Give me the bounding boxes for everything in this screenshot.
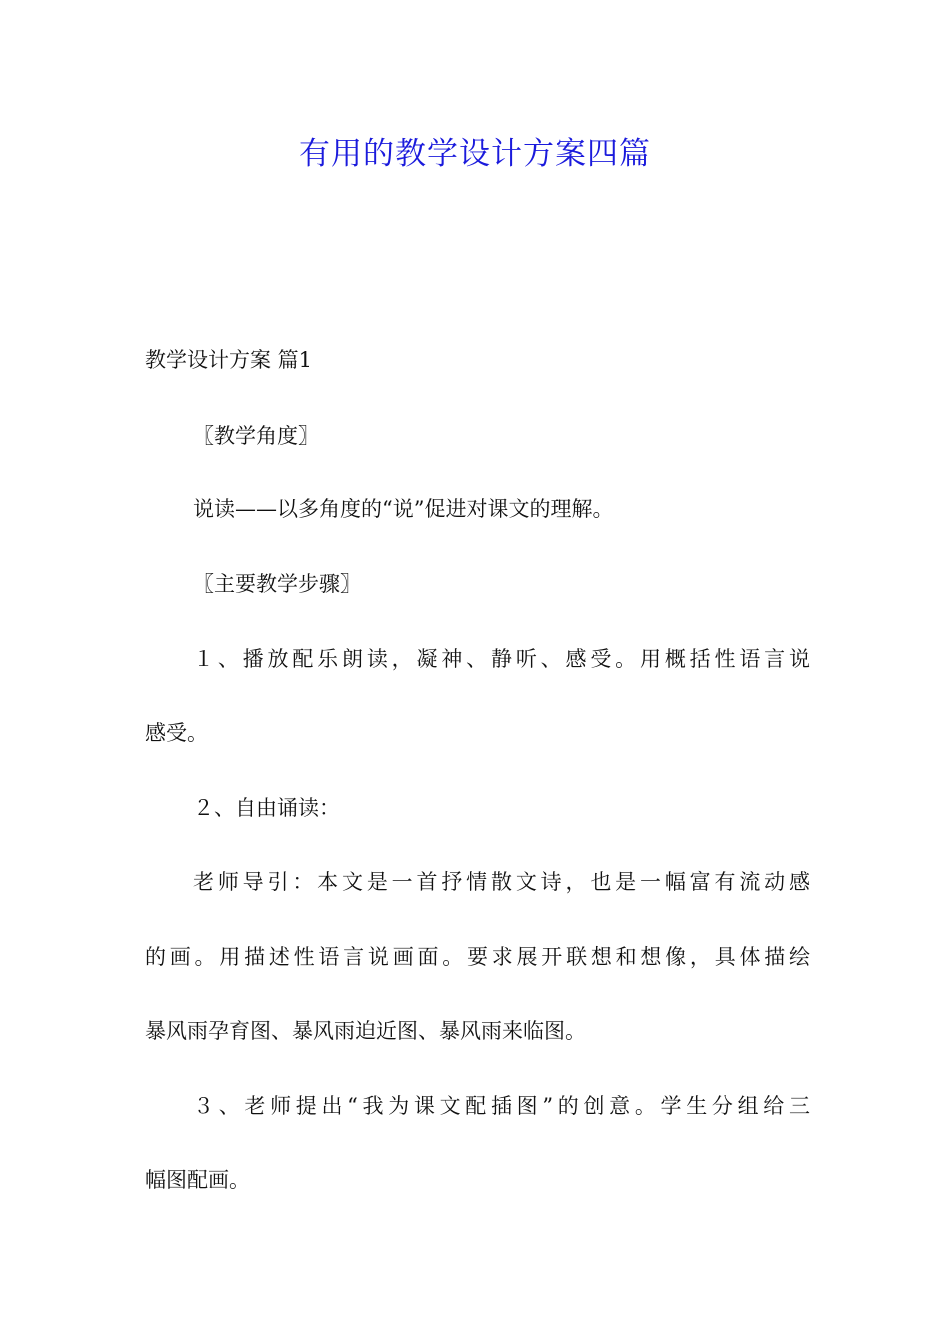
paragraph-step3-line2: 幅图配画。 [145, 1168, 250, 1192]
paragraph-teaching-angle: 说读——以多角度的“说”促进对课文的理解。 [193, 497, 614, 521]
paragraph-step2: ２、自由诵读： [193, 796, 340, 820]
paragraph-teacher-guide-line1: 老师导引：本文是一首抒情散文诗，也是一幅富有流动感 [193, 870, 810, 894]
subheading-teaching-angle: 〖教学角度〗 [193, 424, 319, 448]
section-heading: 教学设计方案 篇1 [145, 348, 313, 372]
paragraph-teacher-guide-line2: 的画。用描述性语言说画面。要求展开联想和想像，具体描绘 [145, 945, 810, 969]
subheading-main-steps: 〖主要教学步骤〗 [193, 572, 361, 596]
paragraph-step1-line2: 感受。 [145, 721, 208, 745]
paragraph-step3-line1: ３、老师提出“我为课文配插图”的创意。学生分组给三 [193, 1094, 810, 1118]
document-title: 有用的教学设计方案四篇 [299, 136, 651, 172]
paragraph-teacher-guide-line3: 暴风雨孕育图、暴风雨迫近图、暴风雨来临图。 [145, 1019, 586, 1043]
paragraph-step1-line1: １、播放配乐朗读，凝神、静听、感受。用概括性语言说 [193, 647, 810, 671]
